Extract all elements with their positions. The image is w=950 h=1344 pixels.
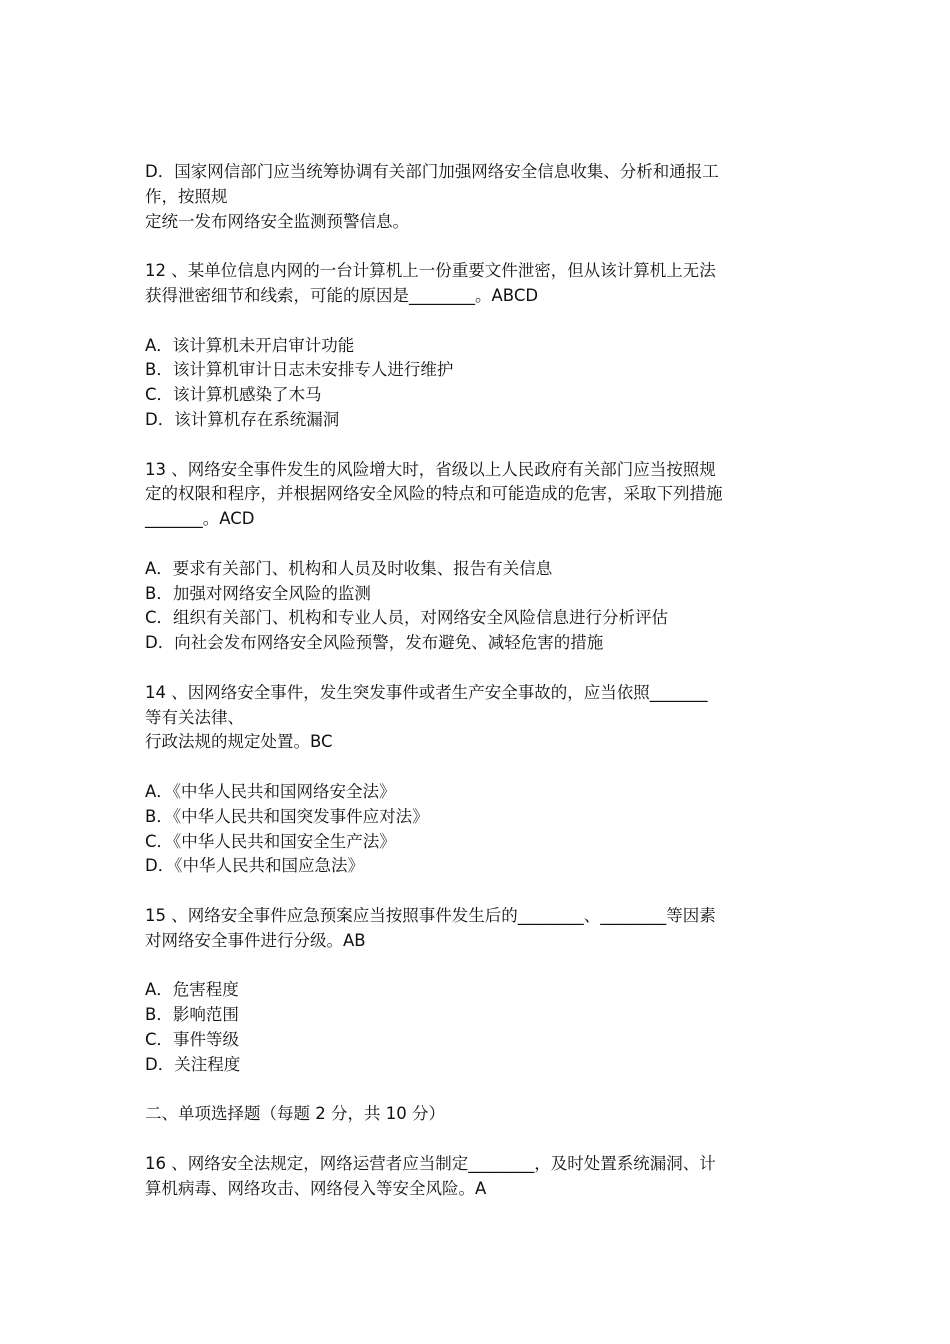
question-12 <box>145 259 845 309</box>
question-stem: 算机病毒、网络攻击、网络侵入等安全风险。A <box>145 1178 487 1198</box>
option-a: A．该计算机未开启审计功能 <box>145 335 355 355</box>
option-d: D．该计算机存在系统漏洞 <box>145 409 340 429</box>
option-c: C．事件等级 <box>145 1029 240 1049</box>
option-a: A．《中华人民共和国网络安全法》 <box>145 781 396 801</box>
section-heading: 二、单项选择题（每题 2 分，共 10 分） <box>145 1104 445 1124</box>
option-c: C．《中华人民共和国安全生产法》 <box>145 831 396 851</box>
question-15 <box>145 904 845 954</box>
question-14 <box>145 681 845 755</box>
question-16 <box>145 1152 845 1202</box>
option-b: B．影响范围 <box>145 1005 239 1025</box>
question-stem: 14 、因网络安全事件，发生突发事件或者生产安全事故的，应当依照_______ <box>145 682 708 702</box>
question-13 <box>145 458 845 532</box>
document-page <box>145 160 845 1201</box>
option-c: C．组织有关部门、机构和专业人员，对网络安全风险信息进行分析评估 <box>145 608 669 628</box>
option-d: D．向社会发布网络安全风险预警，发布避免、减轻危害的措施 <box>145 633 604 653</box>
question-14-options <box>145 780 845 879</box>
question-line: 定统一发布网络安全监测预警信息。 <box>145 211 409 231</box>
question-stem: 行政法规的规定处置。BC <box>145 732 333 752</box>
question-15-options <box>145 978 845 1077</box>
option-b: B．该计算机审计日志未安排专人进行维护 <box>145 360 454 380</box>
question-stem: 获得泄密细节和线索，可能的原因是________。ABCD <box>145 285 539 305</box>
question-stem: 对网络安全事件进行分级。AB <box>145 930 366 950</box>
question-stem: 13 、网络安全事件发生的风险增大时，省级以上人民政府有关部门应当按照规 <box>145 459 716 479</box>
question-stem: 12 、某单位信息内网的一台计算机上一份重要文件泄密，但从该计算机上无法 <box>145 261 716 281</box>
question-stem: 定的权限和程序，并根据网络安全风险的特点和可能造成的危害，采取下列措施 <box>145 484 723 504</box>
option-d: D．关注程度 <box>145 1054 241 1074</box>
option-c: C．该计算机感染了木马 <box>145 385 322 405</box>
question-13-options <box>145 557 845 656</box>
question-line: 作，按照规 <box>145 186 228 206</box>
option-a: A．危害程度 <box>145 980 239 1000</box>
option-d: D．《中华人民共和国应急法》 <box>145 856 364 876</box>
question-stem: _______。ACD <box>145 509 255 529</box>
question-stem: 等有关法律、 <box>145 707 244 727</box>
question-11-tail <box>145 160 845 234</box>
question-stem: 16 、网络安全法规定，网络运营者应当制定________，及时处置系统漏洞、计 <box>145 1153 716 1173</box>
question-stem: 15 、网络安全事件应急预案应当按照事件发生后的________、________等因素 <box>145 905 716 925</box>
option-b: B．《中华人民共和国突发事件应对法》 <box>145 806 429 826</box>
option-b: B．加强对网络安全风险的监测 <box>145 583 371 603</box>
question-12-options <box>145 334 845 433</box>
question-line: D．国家网信部门应当统筹协调有关部门加强网络安全信息收集、分析和通报工 <box>145 162 719 181</box>
option-a: A．要求有关部门、机构和人员及时收集、报告有关信息 <box>145 558 553 578</box>
